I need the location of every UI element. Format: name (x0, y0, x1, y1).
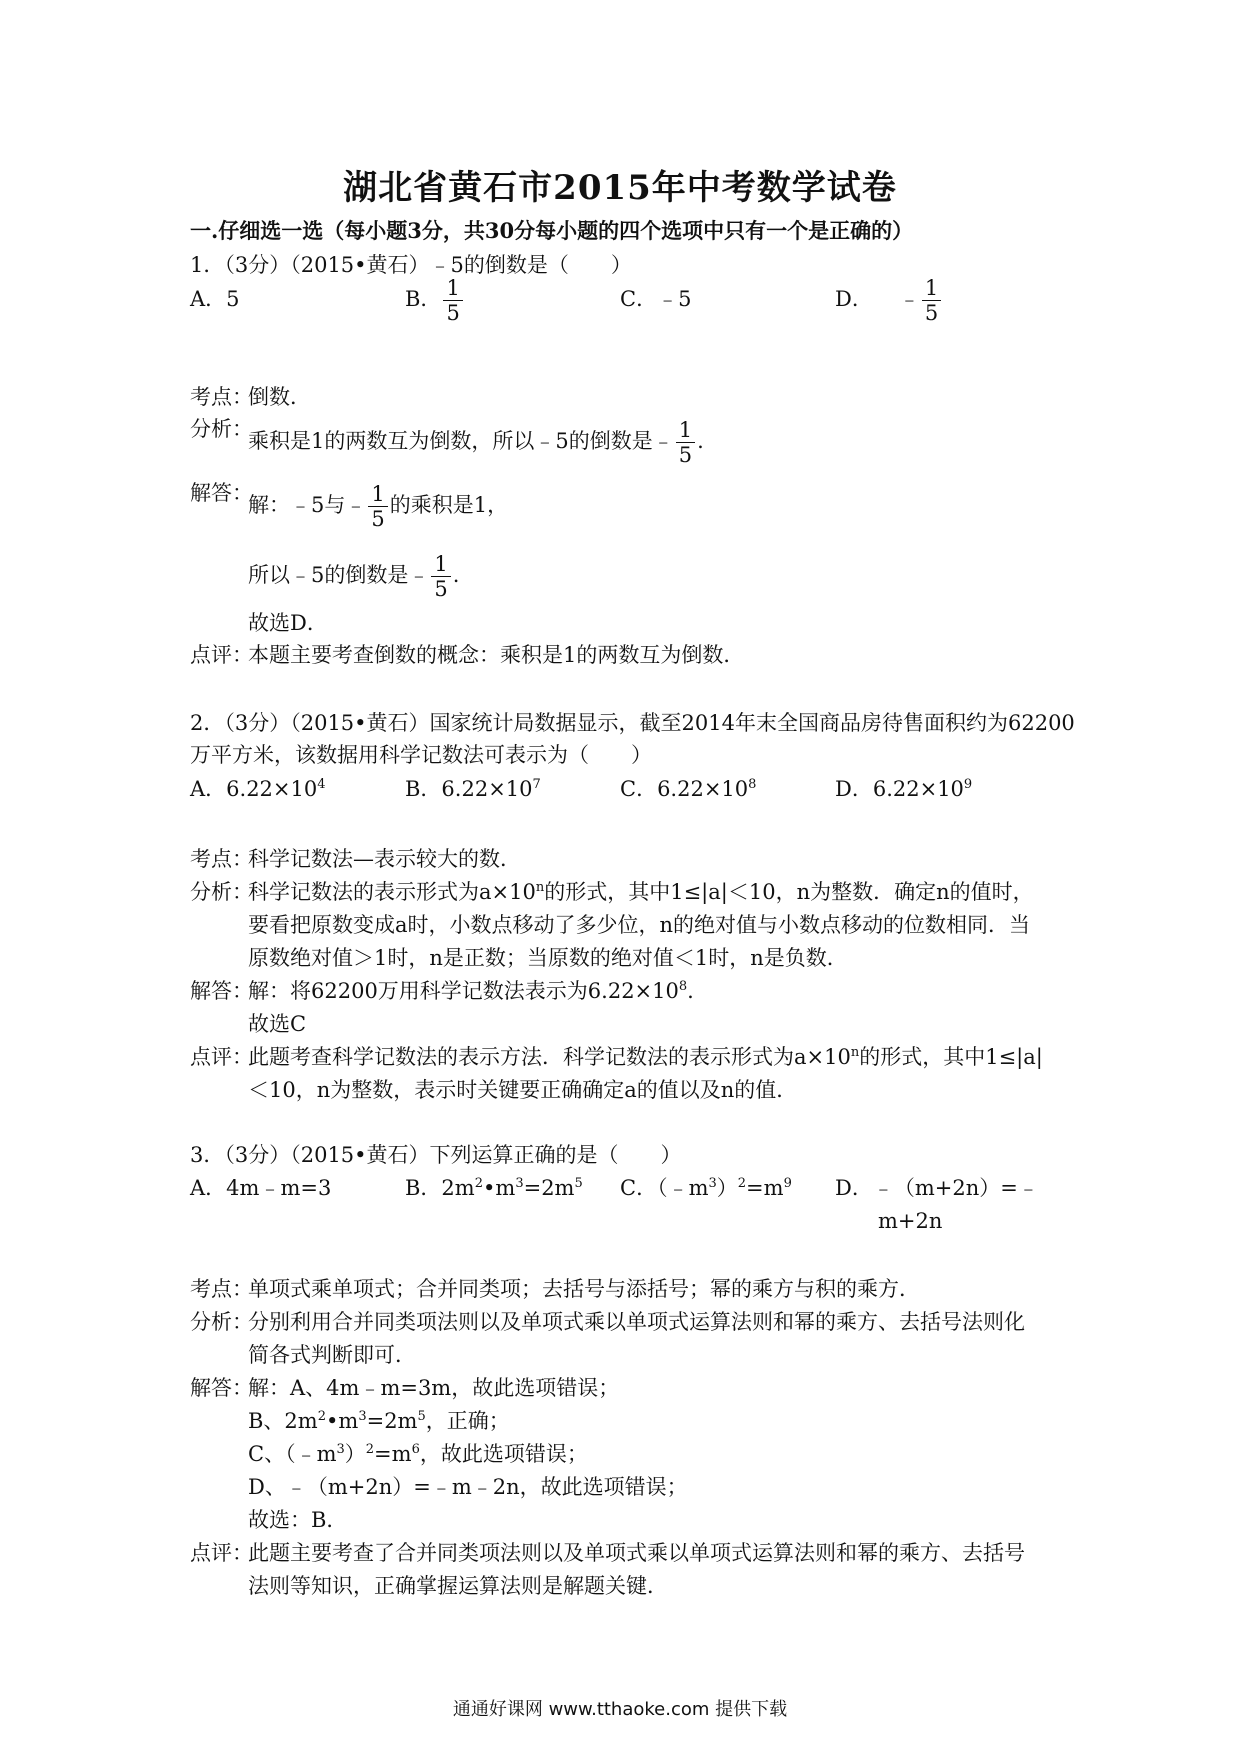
q3-option-d-cont: m+2n (878, 1209, 943, 1233)
q2-option-b: B．$6.22\times 10^7$ (405, 777, 541, 801)
q2-option-c: C．$6.22\times 10^8$ (620, 777, 757, 801)
q1-dianping-label: 点评： (190, 643, 253, 667)
q1-jieda-label: 解答： (190, 481, 253, 505)
q1-dianping: 本题主要考查倒数的概念：乘积是1的两数互为倒数． (248, 643, 745, 667)
section-heading: 一.仔细选一选（每小题3分，共30分每小题的四个选项中只有一个是正确的） (190, 218, 914, 243)
q3-jieda-line3: C、$(﹣m^3)^2=m^6$，故此选项错误； (248, 1442, 588, 1466)
q3-option-b: B．$2m^2•m^3=2m^5$ (405, 1176, 583, 1200)
q3-dianping-label: 点评： (190, 1541, 253, 1565)
q1-fenxi: 乘积是1的两数互为倒数，所以﹣5的倒数是﹣ $\frac{1}{5}$ . (248, 418, 704, 467)
q2-kaodian: 科学记数法—表示较大的数． (248, 847, 521, 871)
q3-jieda-label: 解答： (190, 1376, 253, 1400)
q1-option-b-label: B． (405, 287, 442, 311)
q3-dianping-line2: 法则等知识，正确掌握运算法则是解题关键． (248, 1574, 668, 1598)
q3-jieda-line4: D、﹣（m+2n）=﹣m﹣2n，故此选项错误； (248, 1475, 688, 1499)
fraction: $\frac{1}{5}$ (443, 276, 462, 325)
q3-dianping-line1: 此题主要考查了合并同类项法则以及单项式乘以单项式运算法则和幂的乘方、去括号 (248, 1541, 1025, 1565)
fraction: $\frac{1}{5}$ (922, 276, 941, 325)
q2-fenxi-line2: 要看把原数变成a时，小数点移动了多少位，n的绝对值与小数点移动的位数相同．当 (248, 913, 1031, 937)
q1-jieda-line1: 解：﹣5与﹣ $\frac{1}{5}$ 的乘积是1， (248, 482, 509, 531)
q2-kaodian-label: 考点： (190, 847, 253, 871)
q1-stem: 1．（3分）（2015•黄石）﹣5的倒数是（ ） (190, 253, 632, 277)
q2-stem-line2: 万平方米，该数据用科学记数法可表示为（ ） (190, 743, 652, 767)
q2-dianping-line1: 此题考查科学记数法的表示方法．科学记数法的表示形式为$a\times 10^n$的形式，其中1≤|a| (248, 1045, 1043, 1069)
q2-dianping-label: 点评： (190, 1045, 253, 1069)
q3-fenxi-line2: 简各式判断即可． (248, 1343, 416, 1367)
q3-fenxi-label: 分析： (190, 1310, 253, 1334)
q3-jieda-line1: 解：A、4m﹣m=3m，故此选项错误； (248, 1376, 620, 1400)
q1-option-d: D． ﹣ $\frac{1}{5}$ (835, 276, 943, 325)
footer-source: 通通好课网 www.tthaoke.com 提供下载 (452, 1699, 788, 1720)
q1-fenxi-label: 分析： (190, 417, 253, 441)
fraction: $\frac{1}{5}$ (676, 418, 695, 467)
q1-option-c: C．﹣5 (620, 287, 692, 311)
q1-option-d-label: D． (835, 287, 873, 311)
q3-stem: 3．（3分）（2015•黄石）下列运算正确的是（ ） (190, 1143, 682, 1167)
q3-option-c: C．$(﹣m^3)^2=m^9$ (620, 1176, 792, 1200)
q1-option-a: A．5 (190, 287, 240, 311)
q1-kaodian-label: 考点： (190, 385, 253, 409)
q1-jieda-line2: 所以﹣5的倒数是﹣ $\frac{1}{5}$ . (248, 552, 460, 601)
q1-option-b (405, 276, 465, 325)
fraction: $\frac{1}{5}$ (431, 552, 450, 601)
q2-jieda-line1: 解：将62200万用科学记数法表示为$6.22\times 10^8$. (248, 979, 694, 1003)
q2-fenxi-line3: 原数绝对值＞1时，n是正数；当原数的绝对值＜1时，n是负数． (248, 946, 848, 970)
page-title: 湖北省黄石市2015年中考数学试卷 (343, 168, 897, 208)
q3-kaodian-label: 考点： (190, 1277, 253, 1301)
q3-jieda-line2: B、$2m^2•m^3=2m^5$，正确； (248, 1409, 510, 1433)
q1-kaodian: 倒数． (248, 385, 311, 409)
q2-dianping-line2: ＜10，n为整数，表示时关键要正确确定a的值以及n的值． (248, 1078, 798, 1102)
q3-kaodian: 单项式乘单项式；合并同类项；去括号与添括号；幂的乘方与积的乘方． (248, 1277, 920, 1301)
q1-jieda-line3: 故选D． (248, 611, 328, 635)
q2-stem-line1: 2．（3分）（2015•黄石）国家统计局数据显示，截至2014年末全国商品房待售面积约为62200 (190, 711, 1075, 735)
q3-jieda-line5: 故选：B． (248, 1508, 348, 1532)
q2-jieda-label: 解答： (190, 979, 253, 1003)
q2-option-a: A．$6.22\times 10^4$ (190, 777, 326, 801)
q3-option-a: A．4m﹣m=3 (190, 1176, 332, 1200)
q3-fenxi-line1: 分别利用合并同类项法则以及单项式乘以单项式运算法则和幂的乘方、去括号法则化 (248, 1310, 1025, 1334)
q2-fenxi-line1: 科学记数法的表示形式为$a\times 10^n$的形式，其中1≤|a|＜10，n为整数．确定n的值时， (248, 880, 1034, 904)
q2-option-d: D．$6.22\times 10^9$ (835, 777, 973, 801)
fraction: $\frac{1}{5}$ (368, 482, 387, 531)
q2-jieda-line2: 故选C (248, 1012, 307, 1036)
q3-option-d: D．﹣（m+2n）=﹣ (835, 1176, 1039, 1200)
q2-fenxi-label: 分析： (190, 880, 253, 904)
